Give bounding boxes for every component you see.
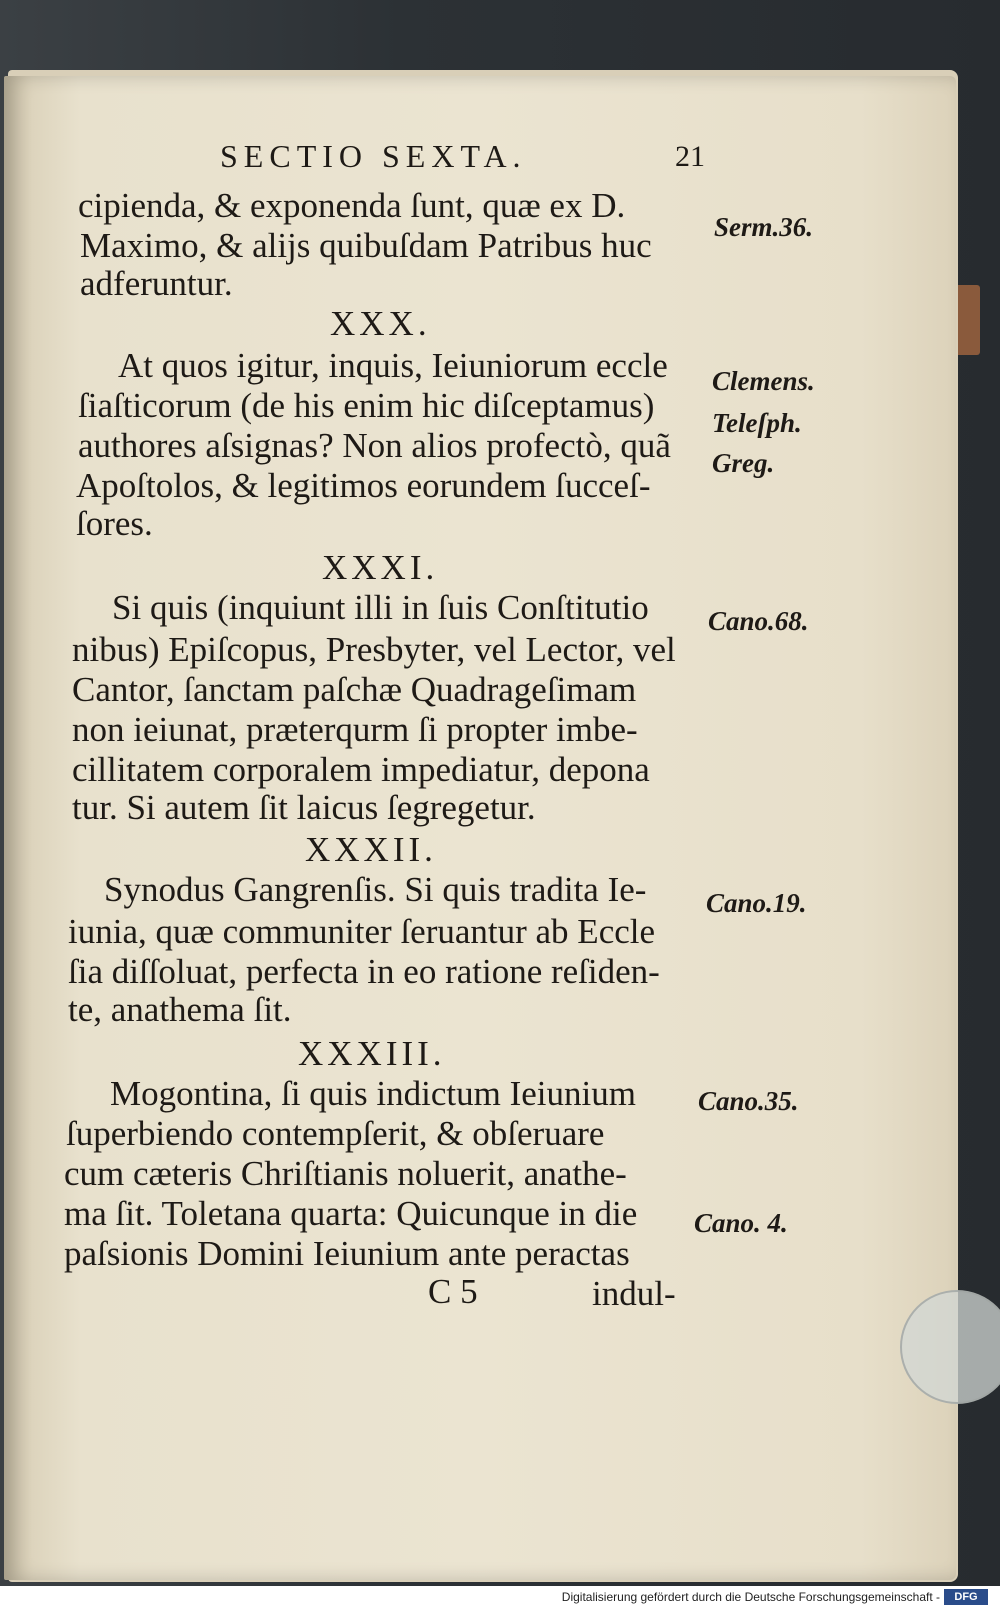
text-line: tur. Si autem ſit laicus ſegregetur. [72,788,536,827]
text-line: cipienda, & exponenda ſunt, quæ ex D. [78,186,626,225]
catchword: indul- [592,1274,676,1313]
margin-note: Cano.35. [698,1086,799,1116]
page-number: 21 [675,140,705,173]
text-line: ſores. [76,504,153,543]
text-line: ſuperbiendo contempſerit, & obſeruare [66,1114,605,1153]
text-line: te, anathema ſit. [68,990,292,1029]
section-numeral: XXX. [330,304,431,343]
text-line: Synodus Gangrenſis. Si quis tradita Ie- [104,870,647,909]
footer-credit: Digitalisierung gefördert durch die Deutsche Forschungsgemeinschaft - [561,1590,940,1604]
text-line: authores aſsignas? Non alios profectò, quã [78,426,671,465]
dfg-logo: DFG [944,1589,988,1605]
margin-note: Cano.68. [708,606,809,636]
text-line: cillitatem corporalem impediatur, depona [72,750,650,789]
text-line: adferuntur. [80,264,233,303]
text-line: Si quis (inquiunt illi in ſuis Conſtitutio [112,588,649,627]
text-line: cum cæteris Chriſtianis noluerit, anathe- [64,1154,627,1193]
section-numeral: XXXIII. [298,1034,446,1073]
text-line: At quos igitur, inquis, Ieiuniorum eccle [118,346,668,385]
signature-mark: C 5 [428,1272,478,1311]
text-line: ſiaſticorum (de his enim hic diſceptamus) [78,386,655,425]
margin-note: Serm.36. [714,212,814,242]
text-line: Mogontina, ſi quis indictum Ieiunium [110,1074,636,1113]
text-line: non ieiunat, præterqurm ſi propter imbe- [72,710,638,749]
text-line: iunia, quæ communiter ſeruantur ab Eccle [68,912,656,951]
text-line: Apoſtolos, & legitimos eorundem ſucceſ- [76,466,651,505]
bookmark-tab [958,285,980,355]
section-numeral: XXXII. [305,830,437,869]
text-line: paſsionis Domini Ieiunium ante peractas [64,1234,630,1273]
margin-note: Cano. 4. [694,1208,788,1238]
text-line: nibus) Epiſcopus, Presbyter, vel Lector, vel [72,630,676,669]
running-header: SECTIO SEXTA. [220,138,527,174]
section-numeral: XXXI. [322,548,439,587]
margin-note: Clemens. [712,366,815,396]
text-line: ſia diſſoluat, perfecta in eo ratione reſiden- [68,952,660,991]
margin-note: Teleſph. [712,408,802,438]
margin-note: Cano.19. [706,888,807,918]
margin-note: Greg. [712,448,775,478]
text-line: Maximo, & alijs quibuſdam Patribus huc [80,226,652,265]
text-line: ma ſit. Toletana quarta: Quicunque in die [64,1194,638,1233]
text-line: Cantor, ſanctam paſchæ Quadrageſimam [72,670,637,709]
